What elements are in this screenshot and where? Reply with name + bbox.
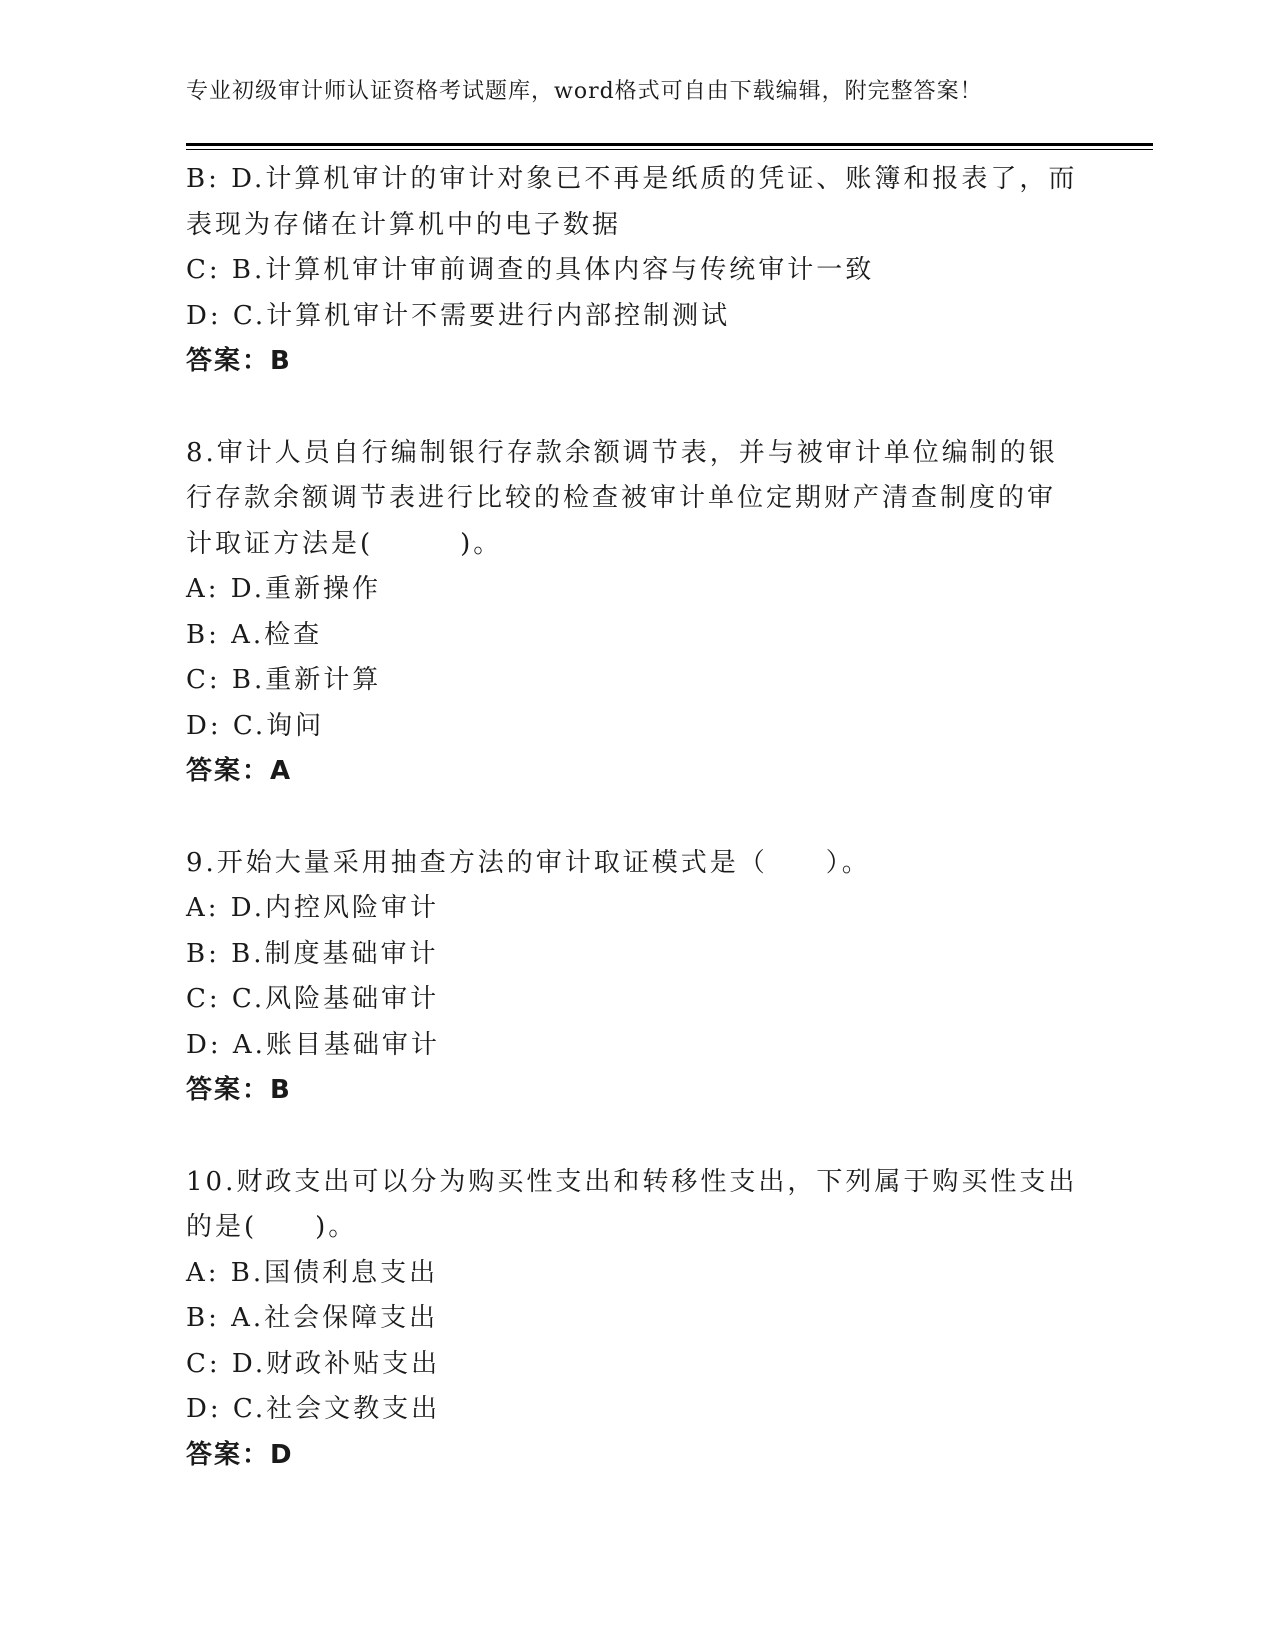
q9-option-b: B: B.制度基础审计 <box>186 938 439 969</box>
q7-option-b-line2: 表现为存储在计算机中的电子数据 <box>186 209 622 240</box>
q8-stem-line3: 计取证方法是( )。 <box>186 528 503 559</box>
q10-option-c: C: D.财政补贴支出 <box>186 1348 441 1379</box>
q8-stem-line1: 8.审计人员自行编制银行存款余额调节表，并与被审计单位编制的银 <box>186 437 1058 468</box>
q8-option-d: D: C.询问 <box>186 710 325 741</box>
q8-option-a: A: D.重新操作 <box>186 574 381 604</box>
q10-answer: 答案：D <box>186 1439 294 1470</box>
header-rule-thick <box>186 143 1153 146</box>
q9-option-d: D: A.账目基础审计 <box>186 1029 440 1060</box>
question-8 <box>186 431 1086 795</box>
header-rule-thin <box>186 149 1153 150</box>
spacer <box>186 1114 1086 1160</box>
page-header: 专业初级审计师认证资格考试题库，word格式可自由下载编辑，附完整答案！ <box>186 79 983 104</box>
q9-stem-line1: 9.开始大量采用抽查方法的审计取证模式是（ ）。 <box>186 847 871 878</box>
q10-stem-line2: 的是( )。 <box>186 1212 358 1242</box>
question-content <box>186 157 1086 1478</box>
spacer <box>186 385 1086 431</box>
q10-option-d: D: C.社会文教支出 <box>186 1394 441 1424</box>
question-9 <box>186 841 1086 1114</box>
q9-answer: 答案：B <box>186 1075 292 1105</box>
q10-option-b: B: A.社会保障支出 <box>186 1303 439 1333</box>
q10-stem-line1: 10.财政支出可以分为购买性支出和转移性支出，下列属于购买性支出 <box>186 1166 1078 1197</box>
question-7-tail <box>186 157 1086 385</box>
q8-option-b: B: A.检查 <box>186 619 323 650</box>
q7-option-d: D: C.计算机审计不需要进行内部控制测试 <box>186 300 731 331</box>
question-10 <box>186 1160 1086 1479</box>
q8-answer: 答案：A <box>186 756 293 786</box>
q7-option-b-line1: B: D.计算机审计的审计对象已不再是纸质的凭证、账簿和报表了，而 <box>186 164 1078 194</box>
q7-option-c: C: B.计算机审计审前调查的具体内容与传统审计一致 <box>186 255 875 285</box>
q9-option-c: C: C.风险基础审计 <box>186 984 440 1014</box>
q8-stem-line2: 行存款余额调节表进行比较的检查被审计单位定期财产清查制度的审 <box>186 483 1057 513</box>
q10-option-a: A: B.国债利息支出 <box>186 1257 439 1288</box>
q8-option-c: C: B.重新计算 <box>186 665 382 695</box>
q7-answer: 答案：B <box>186 346 292 376</box>
q9-option-a: A: D.内控风险审计 <box>186 893 439 923</box>
spacer <box>186 795 1086 841</box>
